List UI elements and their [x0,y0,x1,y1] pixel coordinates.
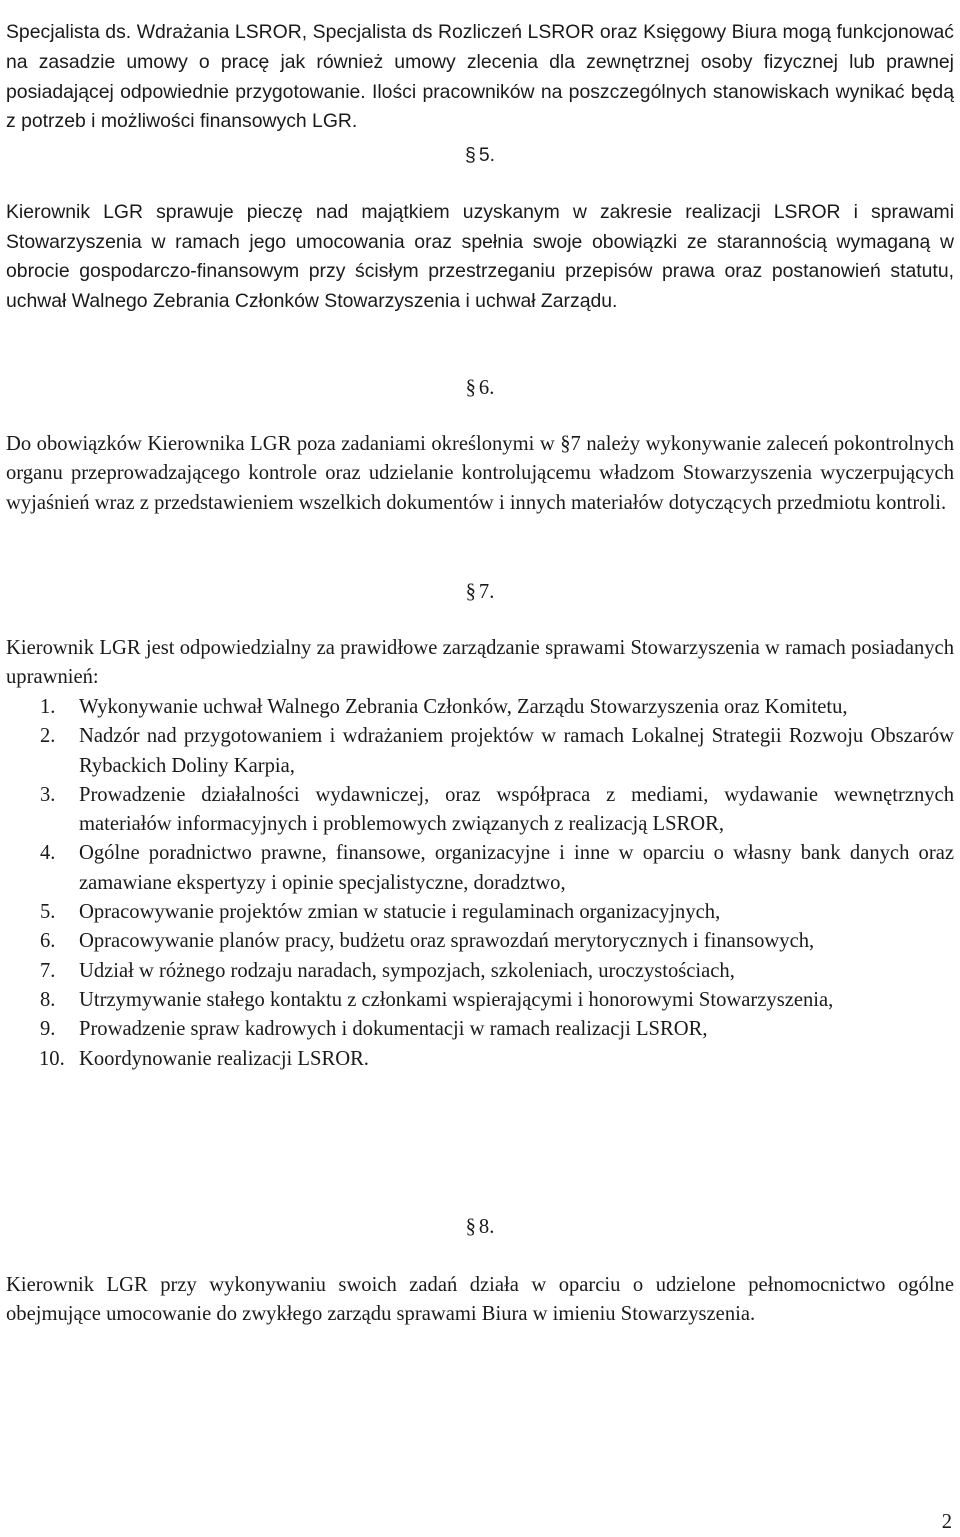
list-item: 3. Prowadzenie działalności wydawniczej, oraz współpraca z mediami, wydawanie wewnętrznych materiałów informacyjnych i problemowych związanych z realizacją LSROR, [40,783,954,836]
section-number: 5. [478,144,495,166]
section-8-paragraph: Kierownik LGR przy wykonywaniu swoich zadań działa w oparciu o udzielone pełnomocnictwo ogólne obejmujące umocowanie do zwykłego zarządu sprawami Biura w imieniu Stowarzyszenia. [6,1274,954,1326]
list-item: 1. Wykonywanie uchwał Walnego Zebrania Członków, Zarządu Stowarzyszenia oraz Komitetu, [40,696,848,718]
section-number: 6. [478,377,495,399]
responsibilities-list [6,693,954,1074]
list-item: 7. Udział w różnego rodzaju naradach, sympozjach, szkoleniach, uroczystościach, [40,959,735,982]
intro-paragraph: Specjalista ds. Wdrażania LSROR, Specjalista ds Rozliczeń LSROR oraz Księgowy Biura mogą funkcjonować na zasadzie umowy o pracę jak również umowy zlecenia dla zewnętrznej osoby fizycznej lub prawnej posiadającej odpowiednie przygotowanie. Ilości pracowników na poszczególnych stanowiskach wynikać będą z potrzeb i możliwości finansowych LGR. [6,21,954,133]
section-number: 7. [478,581,495,603]
section-heading-6 [6,374,954,403]
list-item: 8. Utrzymywanie stałego kontaktu z członkami wspierającymi i honorowymi Stowarzyszenia, [40,988,834,1011]
list-item: 5. Opracowywanie projektów zmian w statucie i regulaminach organizacyjnych, [40,901,721,924]
section-sign: § [465,1216,476,1238]
section-sign: § [465,581,476,603]
list-item: 6. Opracowywanie planów pracy, budżetu oraz sprawozdań merytorycznych i finansowych, [40,930,815,953]
section-sign: § [465,377,476,399]
list-item: 9. Prowadzenie spraw kadrowych i dokumentacji w ramach realizacji LSROR, [40,1018,708,1041]
section-5-paragraph: Kierownik LGR sprawuje pieczę nad majątkiem uzyskanym w zakresie realizacji LSROR i sprawami Stowarzyszenia w ramach jego umocowania oraz spełnia swoje obowiązki ze starannością wymaganą w obrocie gospodarczo-finansowym przy ścisłym przestrzeganiu przepisów prawa oraz postanowień statutu, uchwał Walnego Zebrania Członków Stowarzyszenia i uchwał Zarządu. [6,201,954,312]
section-heading-5 [6,141,954,170]
list-item: 4. Ogólne poradnictwo prawne, finansowe, organizacyjne i inne w oparciu o własny bank danych oraz zamawiane ekspertyzy i opinie specjalistyczne, doradztwo, [40,842,954,894]
section-6-paragraph: Do obowiązków Kierownika LGR poza zadaniami określonymi w §7 należy wykonywanie zaleceń pokontrolnych organu przeprowadzającego kontrole oraz udzielanie kontrolującemu władzom Stowarzyszenia wyczerpujących wyjaśnień wraz z przedstawieniem wszelkich dokumentów i innych materiałów dotyczących przedmiotu kontroli. [6,433,954,514]
section-sign: § [465,144,476,166]
section-7-paragraph: Kierownik LGR jest odpowiedzialny za prawidłowe zarządzanie sprawami Stowarzyszenia w ramach posiadanych uprawnień: [6,637,954,689]
section-number: 8. [478,1216,495,1238]
list-item: 10. Koordynowanie realizacji LSROR. [39,1047,369,1070]
list-item: 2. Nadzór nad przygotowaniem i wdrażaniem projektów w ramach Lokalnej Strategii Rozwoju Obszarów Rybackich Doliny Karpia, [40,725,954,777]
section-heading-7 [6,578,954,607]
page-number: 2 [941,1511,952,1533]
section-heading-8 [6,1213,954,1242]
